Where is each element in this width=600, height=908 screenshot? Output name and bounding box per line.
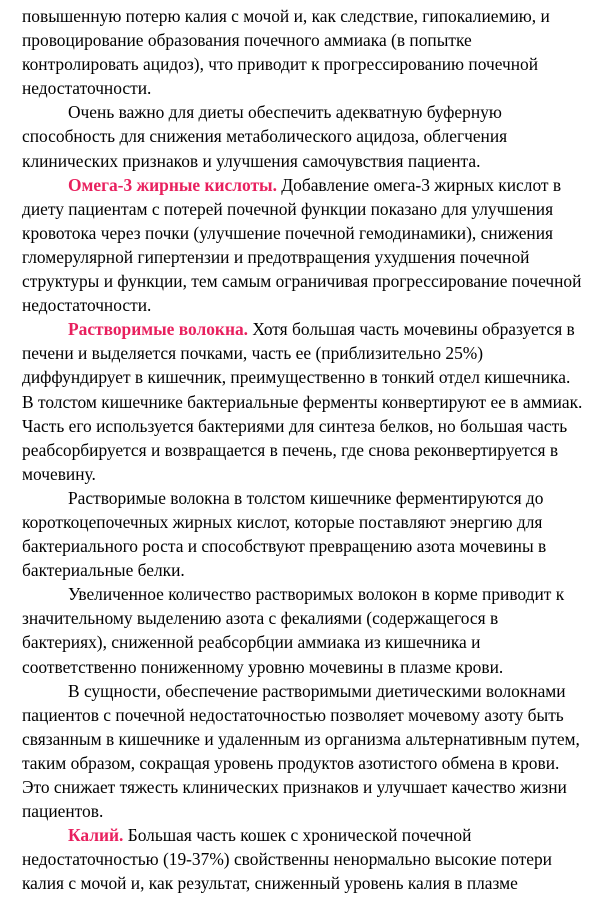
- paragraph-text: Растворимые волокна в толстом кишечнике ферментируются до короткоцепочечных жирных кислот, которые поставляют энергию для бактериального роста и способствуют превращению азота мочевины в бактериальные белки.: [22, 487, 547, 581]
- paragraph-text: Увеличенное количество растворимых волокон в корме приводит к значительному выделению азота с фекалиями (содержащегося в бактериях), сниженной реабсорбции аммиака из кишечника и соответственно пониженному уровню мочевины в плазме крови.: [22, 584, 565, 677]
- paragraph-hypokalemia-continuation: [22, 4, 584, 100]
- section-heading-potassium: Калий.: [68, 825, 124, 846]
- paragraph-text: Добавление омега-3 жирных кислот в диету пациентам с потерей почечной функции показано для улучшения кровотока через почки (улучшение почечной гемодинамики), снижения гломерулярной гипертензии и предотвращения ухудшения почечной структуры и функции, тем самым ограничивая прогрессирование почечной недостаточности.: [22, 174, 582, 316]
- section-heading-omega-3: Омега-3 жирные кислоты.: [68, 174, 277, 195]
- paragraph-text: повышенную потерю калия с мочой и, как следствие, гипокалиемию, и провоцирование образования почечного аммиака (в попытке контролировать ацидоз), что приводит к прогрессированию почечной недостаточности.: [22, 6, 550, 99]
- paragraph-fiber-fermentation: [22, 486, 584, 582]
- paragraph-omega-3: [22, 173, 584, 318]
- paragraph-text: Большая часть кошек с хронической почечной недостаточностью (19-37%) свойственны ненормально высокие потери калия с мочой и, как результат, сниженный уровень калия в плазме: [22, 825, 552, 894]
- paragraph-fiber-summary: [22, 679, 584, 824]
- section-heading-soluble-fiber: Растворимые волокна.: [68, 319, 249, 340]
- paragraph-fiber-nitrogen: [22, 582, 584, 678]
- paragraph-text: Очень важно для диеты обеспечить адекватную буферную способность для снижения метаболического ацидоза, облегчения клинических признаков и улучшения самочувствия пациента.: [22, 102, 508, 171]
- paragraph-text: Хотя большая часть мочевины образуется в печени и выделяется почками, часть ее (приблизительно 25%) диффундирует в кишечник, преимущественно в тонкий отдел кишечника. В толстом кишечнике бактериальные ферменты конвертируют ее в аммиак. Часть его используется бактериями для синтеза белков, но большая часть реабсорбируется и возвращается в печень, где снова реконвертируется в мочевину.: [22, 319, 583, 484]
- paragraph-potassium: [22, 823, 584, 895]
- paragraph-soluble-fiber: [22, 317, 584, 486]
- paragraph-buffer-capacity: [22, 100, 584, 172]
- paragraph-text: В сущности, обеспечение растворимыми диетическими волокнами пациентов с почечной недостаточностью позволяет мочевому азоту быть связанным в кишечнике и удаленным из организма альтернативным путем, таким образом, сокращая уровень продуктов азотистого обмена в крови. Это снижает тяжесть клинических признаков и улучшает качество жизни пациентов.: [22, 680, 580, 822]
